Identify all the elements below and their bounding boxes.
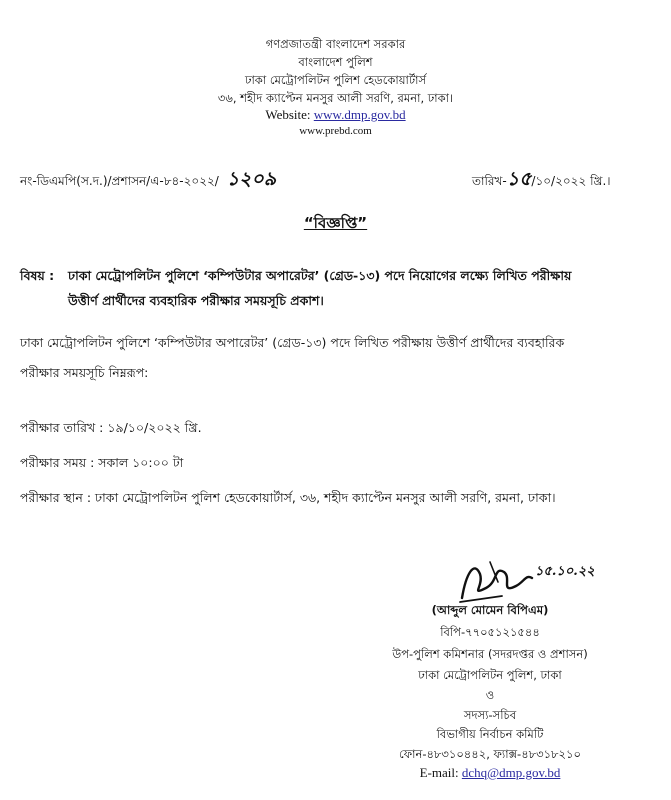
header-police: বাংলাদেশ পুলিশ xyxy=(298,55,373,69)
memo-reference xyxy=(20,165,276,197)
signatory-and: ও xyxy=(485,688,495,702)
signature-date-handwritten: ১৫.১০.২২ xyxy=(535,564,595,579)
signatory-bp: বিপি-৭৭০৫১২১৫৪৪ xyxy=(440,625,540,639)
signatory-designation: উপ-পুলিশ কমিশনার (সদরদপ্তর ও প্রশাসন) xyxy=(392,647,588,661)
body-line-2: পরীক্ষার সময়সূচি নিম্নরূপ: xyxy=(20,365,149,380)
subject-line-1: ঢাকা মেট্রোপলিটন পুলিশে ‘কম্পিউটার অপারেটর’ (গ্রেড-১৩) পদে নিয়োগের লক্ষ্যে লিখিত পরীক্ষায় xyxy=(68,268,572,283)
notice-title xyxy=(0,212,671,237)
website-link[interactable]: www.dmp.gov.bd xyxy=(313,107,406,122)
subject-line-2: উত্তীর্ণ প্রার্থীদের ব্যবহারিক পরীক্ষার সময়সূচি প্রকাশ। xyxy=(68,293,324,308)
signatory-phone: ফোন-৪৮৩১০৪৪২, ফ্যাক্স-৪৮৩১৮২১০ xyxy=(399,747,581,761)
signatory-role: সদস্য-সচিব xyxy=(463,708,517,722)
header-govt: গণপ্রজাতন্ত্রী বাংলাদেশ সরকার xyxy=(265,37,406,51)
exam-time: পরীক্ষার সময় : সকাল ১০:০০ টা xyxy=(20,455,184,470)
signatory-office: ঢাকা মেট্রোপলিটন পুলিশ, ঢাকা xyxy=(418,668,562,682)
memo-date-rest: /১০/২০২২ খ্রি.। xyxy=(531,174,611,188)
signatory-name: (আব্দুল মোমেন বিপিএম) xyxy=(431,603,549,617)
memo-ref-text: নং-ডিএমপি(স.দ.)/প্রশাসন/এ-৮৪-২০২২/ xyxy=(20,174,219,188)
website-label: Website: xyxy=(265,107,311,122)
memo-date-label: তারিখ- xyxy=(472,174,507,188)
subject-label: বিষয় : xyxy=(20,268,55,283)
header-dmp: ঢাকা মেট্রোপলিটন পুলিশ হেডকোয়ার্টার্স xyxy=(244,73,427,87)
memo-ref-handwritten-number: ১২০৯ xyxy=(226,168,277,190)
exam-date: পরীক্ষার তারিখ : ১৯/১০/২০২২ খ্রি. xyxy=(20,420,202,435)
email-link[interactable]: dchq@dmp.gov.bd xyxy=(461,765,561,780)
signatory-committee: বিভাগীয় নির্বাচন কমিটি xyxy=(436,727,544,741)
notice-title-text: “বিজ্ঞপ্তি” xyxy=(303,214,368,232)
watermark: www.prebd.com xyxy=(299,125,372,137)
memo-date-handwritten: ১৫ xyxy=(506,168,532,190)
exam-venue: পরীক্ষার স্থান : ঢাকা মেট্রোপলিটন পুলিশ হেডকোয়ার্টার্স, ৩৬, শহীদ ক্যাপ্টেন মনসুর আলী সরণি, রমনা, ঢাকা। xyxy=(20,490,556,505)
email-label: E-mail: xyxy=(419,765,459,780)
header-website xyxy=(0,107,671,123)
header-address: ৩৬, শহীদ ক্যাপ্টেন মনসুর আলী সরণি, রমনা, ঢাকা। xyxy=(217,91,454,105)
memo-date xyxy=(472,165,611,197)
body-line-1: ঢাকা মেট্রোপলিটন পুলিশে ‘কম্পিউটার অপারেটর’ (গ্রেড-১৩) পদে লিখিত পরীক্ষায় উত্তীর্ণ প্রার্থীদের ব্যবহারিক xyxy=(20,335,565,350)
signatory-email xyxy=(360,765,620,781)
